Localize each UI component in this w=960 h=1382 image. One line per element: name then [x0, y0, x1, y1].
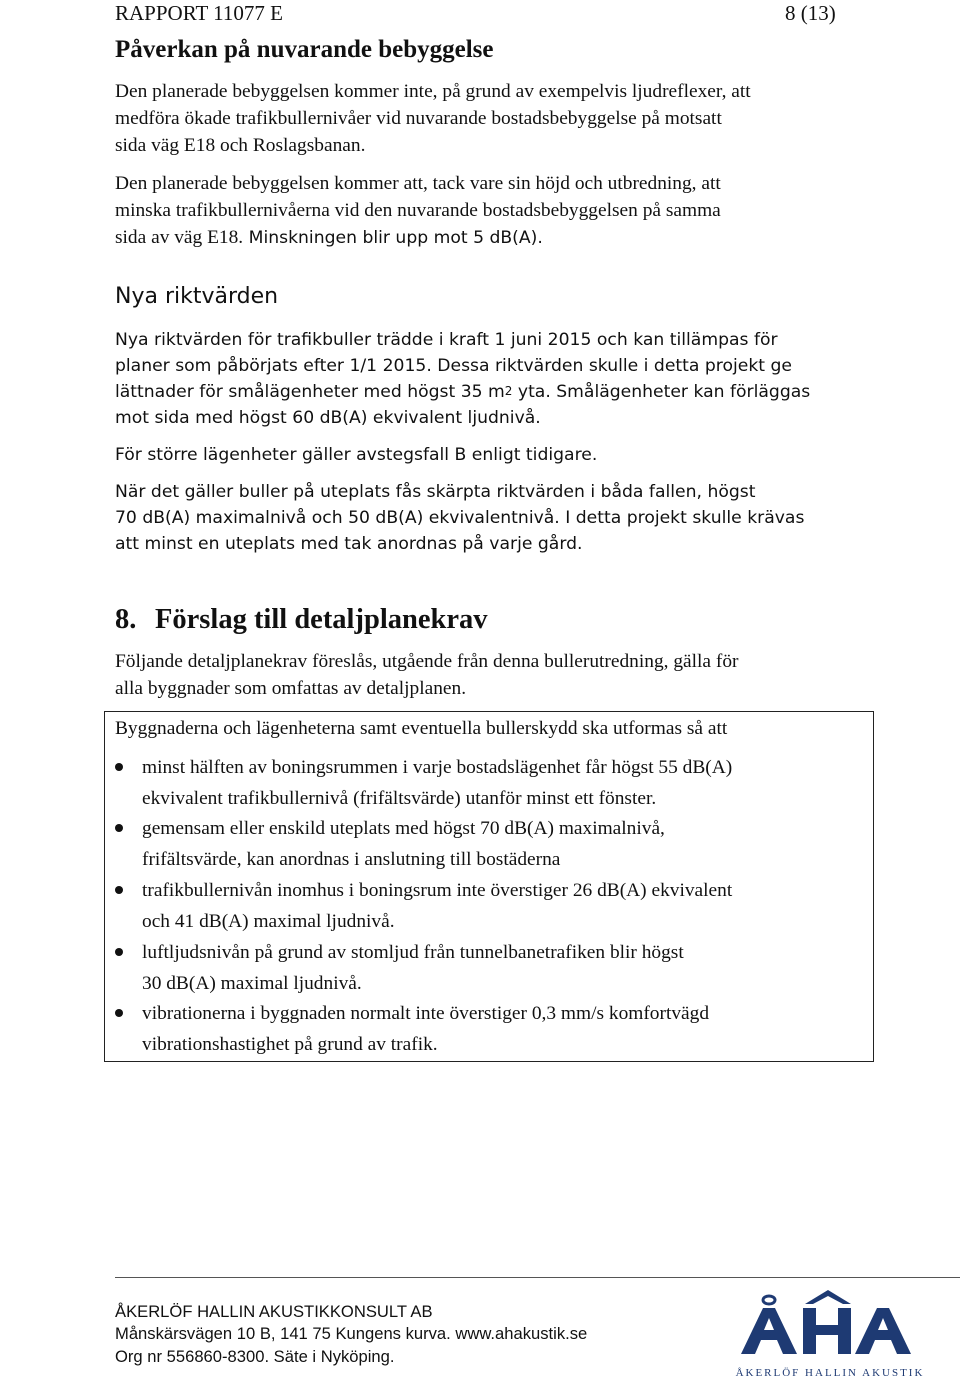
text-line: och 41 dB(A) maximal ljudnivå.: [142, 911, 395, 932]
text-line: trafikbullernivån inomhus i boningsrum inte överstiger 26 dB(A) ekvivalent: [142, 880, 733, 901]
text-line: vibrationerna i byggnaden normalt inte överstiger 0,3 mm/s komfortvägd: [142, 1003, 710, 1024]
footer-company: ÅKERLÖF HALLIN AKUSTIKKONSULT AB: [115, 1302, 433, 1321]
page-number: 8 (13): [785, 1, 836, 25]
text-line: vibrationshastighet på grund av trafik.: [142, 1034, 438, 1055]
heading-nya-riktvarden: Nya riktvärden: [115, 284, 279, 309]
text-line: ekvivalent trafikbullernivå (frifältsvärde) utanför minst ett fönster.: [142, 788, 657, 809]
heading-paverkan: Påverkan på nuvarande bebyggelse: [115, 36, 494, 63]
superscript: 2: [504, 384, 513, 398]
requirements-intro: Byggnaderna och lägenheterna samt eventuella bullerskydd ska utformas så att: [115, 718, 728, 739]
text-line: Nya riktvärden för trafikbuller trädde i kraft 1 juni 2015 och kan tillämpas för: [115, 330, 778, 350]
footer-org: Org nr 556860-8300. Säte i Nyköping.: [115, 1347, 395, 1366]
logo-letters: [741, 1290, 911, 1354]
footer-address: Månskärsvägen 10 B, 141 75 Kungens kurva. www.ahakustik.se: [115, 1324, 588, 1343]
text-line: luftljudsnivån på grund av stomljud från tunnelbanetrafiken blir högst: [142, 942, 684, 963]
report-number: RAPPORT 11077 E: [115, 1, 283, 25]
text-line: minst hälften av boningsrummen i varje bostadslägenhet får högst 55 dB(A): [142, 757, 733, 778]
text-line: mot sida med högst 60 dB(A) ekvivalent ljudnivå.: [115, 408, 541, 428]
paragraph-paverkan-1: [115, 78, 875, 159]
text-segment: Minskningen blir upp mot 5 dB(A).: [243, 228, 543, 248]
text-line: [115, 379, 875, 405]
bullet-icon: [115, 824, 123, 832]
text-line: minska trafikbullernivåerna vid den nuvarande bostadsbebyggelsen på samma: [115, 200, 721, 221]
footer-divider: [115, 1277, 960, 1278]
section-number: 8.: [115, 604, 137, 635]
bullet-icon: [115, 886, 123, 894]
text-segment: Dessa riktvärden skulle i detta projekt ge: [431, 356, 792, 376]
bullet-icon: [115, 1009, 123, 1017]
text-line: För större lägenheter gäller avstegsfall B enligt tidigare.: [115, 445, 598, 465]
text-line: Följande detaljplanekrav föreslås, utgående från denna bullerutredning, gälla för: [115, 651, 739, 672]
text-line: 30 dB(A) maximal ljudnivå.: [142, 973, 362, 994]
text-line: [115, 224, 875, 252]
text-line: gemensam eller enskild uteplats med högst 70 dB(A) maximalnivå,: [142, 818, 665, 839]
text-line: sida väg E18 och Roslagsbanan.: [115, 135, 366, 156]
heading-section-8: [115, 603, 487, 637]
bullet-icon: [115, 763, 123, 771]
paragraph-riktvarden-2: [115, 442, 875, 468]
text-line: Den planerade bebyggelsen kommer att, tack vare sin höjd och utbredning, att: [115, 173, 721, 194]
text-segment: yta. Smålägenheter kan förläggas: [512, 382, 811, 402]
logo-wordmark: ÅKERLÖF HALLIN AKUSTIK: [735, 1367, 925, 1379]
text-line: Den planerade bebyggelsen kommer inte, på grund av exempelvis ljudreflexer, att: [115, 81, 751, 102]
text-segment: planer som påbörjats efter 1/1 2015.: [115, 356, 432, 376]
text-line: alla byggnader som omfattas av detaljplanen.: [115, 678, 467, 699]
text-line: att minst en uteplats med tak anordnas på varje gård.: [115, 534, 583, 554]
text-line: [115, 353, 875, 379]
paragraph-section-8-intro: [115, 648, 875, 702]
bullet-icon: [115, 948, 123, 956]
aha-logo: [733, 1290, 927, 1382]
paragraph-paverkan-2: [115, 170, 875, 252]
paragraph-riktvarden-1: [115, 327, 875, 431]
text-line: 70 dB(A) maximalnivå och 50 dB(A) ekvivalentnivå. I detta projekt skulle krävas: [115, 508, 805, 528]
text-segment: lättnader för smålägenheter med högst 35 m: [115, 382, 505, 402]
text-line: frifältsvärde, kan anordnas i anslutning till bostäderna: [142, 849, 561, 870]
text-line: medföra ökade trafikbullernivåer vid nuvarande bostadsbebyggelse på motsatt: [115, 108, 722, 129]
text-segment: sida av väg E18.: [115, 227, 244, 248]
paragraph-riktvarden-3: [115, 479, 875, 557]
text-line: När det gäller buller på uteplats fås skärpta riktvärden i båda fallen, högst: [115, 482, 756, 502]
section-title: Förslag till detaljplanekrav: [155, 604, 488, 635]
